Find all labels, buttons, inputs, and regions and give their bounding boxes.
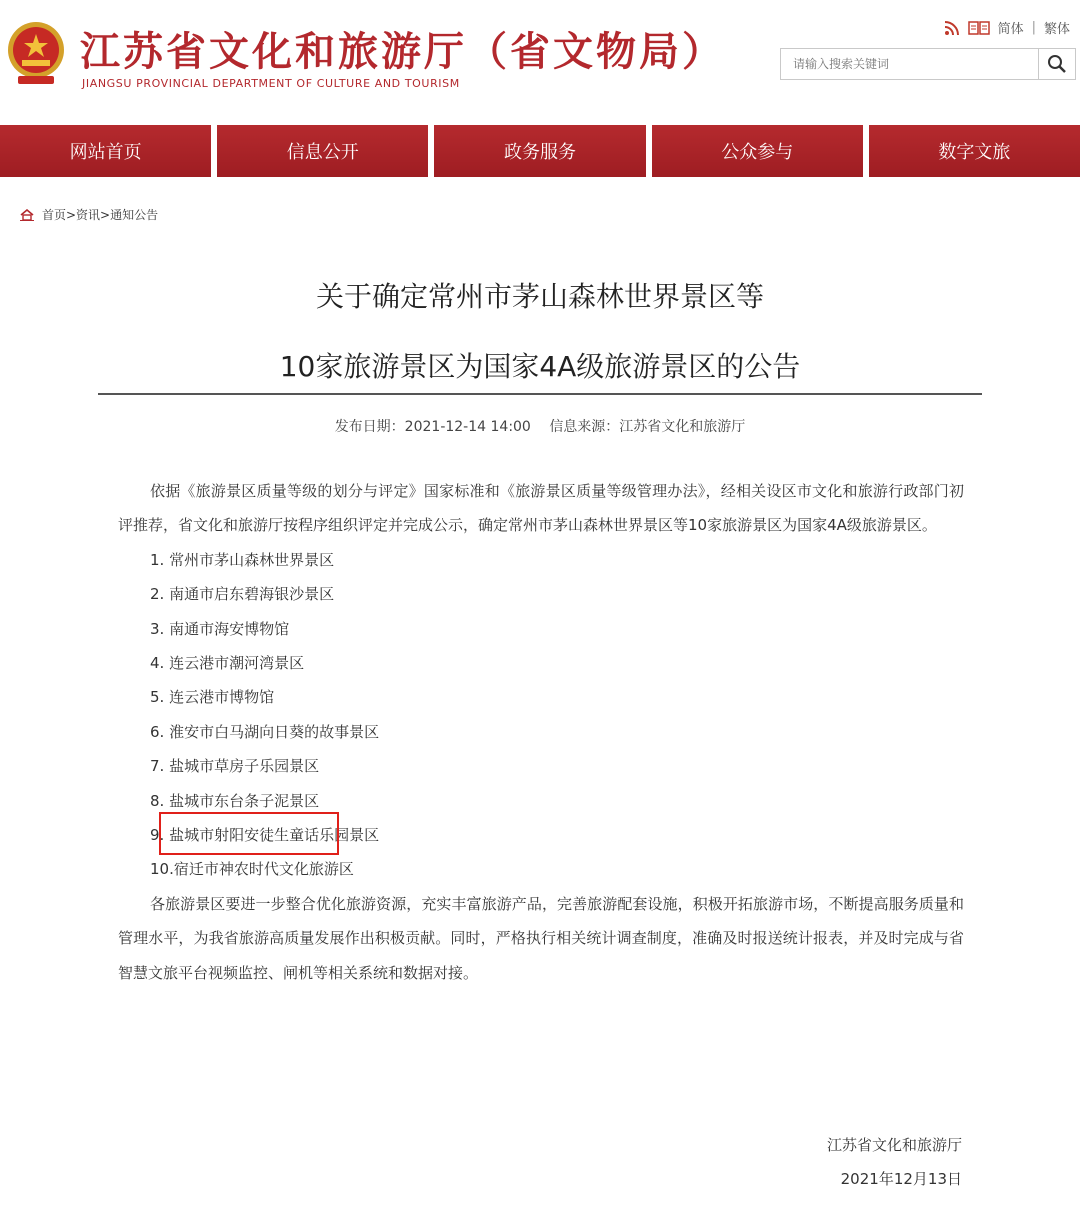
article-meta (98, 416, 982, 436)
title-divider (98, 393, 982, 395)
simplified-chinese-link[interactable]: 简体 (997, 22, 1024, 37)
search-icon (1047, 54, 1067, 74)
traditional-chinese-link[interactable]: 繁体 (1043, 22, 1070, 37)
list-item: 6. 淮安市白马湖向日葵的故事景区 (150, 722, 380, 741)
list-item: 7. 盐城市草房子乐园景区 (150, 757, 320, 776)
list-item: 4. 连云港市潮河湾景区 (150, 653, 305, 672)
list-item: 10.宿迁市神农时代文化旅游区 (150, 860, 354, 879)
language-divider: | (1031, 20, 1036, 35)
article-signature (827, 1128, 962, 1196)
list-item: 3. 南通市海安博物馆 (150, 619, 290, 638)
nav-home[interactable]: 网站首页 (0, 125, 211, 177)
nav-government-services[interactable]: 政务服务 (434, 125, 645, 177)
nav-public-participation[interactable]: 公众参与 (652, 125, 863, 177)
nav-digital-tourism[interactable]: 数字文旅 (869, 125, 1080, 177)
site-subtitle: JIANGSU PROVINCIAL DEPARTMENT OF CULTURE AND TOURISM (82, 77, 460, 90)
site-header (0, 0, 1080, 125)
breadcrumb-path[interactable]: 首页>资讯>通知公告 (42, 208, 159, 222)
list-item-highlighted: 8. 盐城市东台条子泥景区 (150, 791, 320, 810)
scenic-area-list (118, 543, 964, 887)
article-title-line2: 10家旅游景区为国家4A级旅游景区的公告 (279, 350, 801, 383)
publish-date: 发布日期：2021-12-14 14:00 (334, 419, 531, 435)
book-icon[interactable] (968, 20, 990, 36)
list-item: 1. 常州市茅山森林世界景区 (150, 550, 335, 569)
rss-icon[interactable] (944, 20, 960, 36)
utility-bar (944, 18, 1070, 37)
search-box (780, 48, 1076, 80)
nav-info-disclosure[interactable]: 信息公开 (217, 125, 428, 177)
list-item: 9. 盐城市射阳安徒生童话乐园景区 (150, 825, 380, 844)
article-title (98, 262, 982, 402)
article-body (118, 474, 964, 990)
search-button[interactable] (1038, 49, 1075, 79)
closing-paragraph: 各旅游景区要进一步整合优化旅游资源，充实丰富旅游产品，完善旅游配套设施，积极开拓旅游市场，不断提高服务质量和管理水平，为我省旅游高质量发展作出积极贡献。同时，严格执行相关统计调查制度，准确及时报送统计报表，并及时完成与省智慧文旅平台视频监控、闸机等相关系统和数据对接。 (118, 894, 964, 982)
list-item: 5. 连云港市博物馆 (150, 688, 275, 707)
article-title-line1: 关于确定常州市茅山森林世界景区等 (315, 280, 764, 313)
list-item: 2. 南通市启东碧海银沙景区 (150, 585, 335, 604)
breadcrumb (20, 206, 158, 223)
intro-paragraph: 依据《旅游景区质量等级的划分与评定》国家标准和《旅游景区质量等级管理办法》，经相关设区市文化和旅游行政部门初评推荐，省文化和旅游厅按程序组织评定并完成公示，确定常州市茅山森林世界景区等10家旅游景区为国家4A级旅游景区。 (118, 482, 964, 535)
main-nav (0, 125, 1080, 177)
signer-name: 江苏省文化和旅游厅 (826, 1136, 962, 1154)
info-source: 信息来源：江苏省文化和旅游厅 (549, 419, 746, 435)
national-emblem-icon[interactable] (4, 20, 68, 88)
search-input[interactable] (781, 49, 1038, 79)
signature-date: 2021年12月13日 (840, 1170, 962, 1188)
home-icon[interactable] (20, 209, 34, 221)
site-title[interactable]: 江苏省文化和旅游厅（省文物局） (80, 28, 725, 75)
